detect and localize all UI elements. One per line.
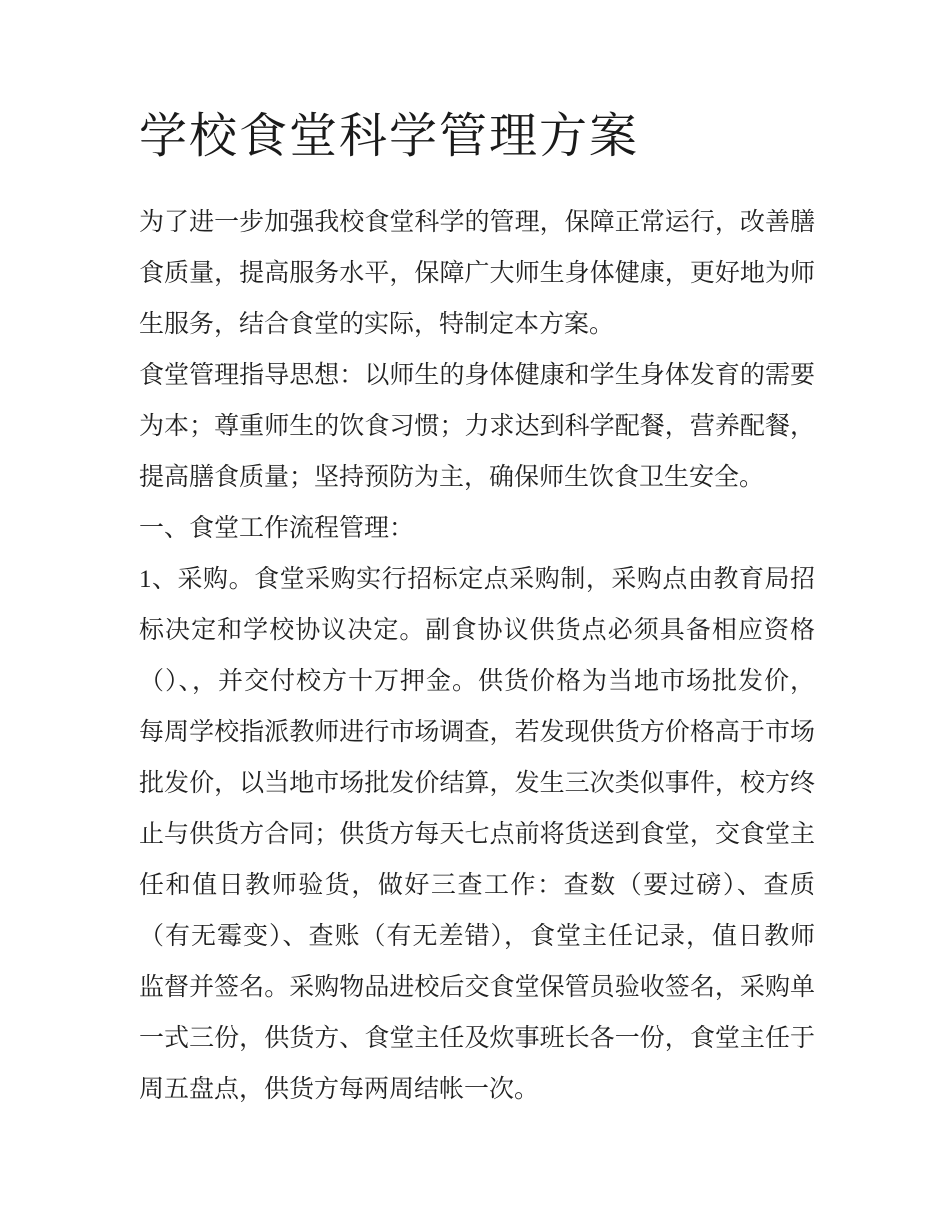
- text-line: 周五盘点，供货方每两周结帐一次。: [139, 1076, 540, 1103]
- text-line: 1、采购。食堂采购实行招标定点采购制，采购点由教育局招: [139, 566, 815, 593]
- document-body: [139, 197, 815, 1115]
- text-line: 为了进一步加强我校食堂科学的管理，保障正常运行，改善膳: [139, 209, 815, 236]
- text-line: 食堂管理指导思想：以师生的身体健康和学生身体发育的需要: [139, 362, 815, 389]
- text-line: 每周学校指派教师进行市场调查，若发现供货方价格高于市场: [139, 719, 815, 746]
- paragraph-guiding-principles: [139, 350, 815, 503]
- text-line: （）、，并交付校方十万押金。供货价格为当地市场批发价，: [139, 668, 815, 695]
- text-line: 一、食堂工作流程管理：: [139, 515, 415, 542]
- paragraph-section-heading: [139, 503, 815, 554]
- text-line: （有无霉变）、查账（有无差错），食堂主任记录，值日教师: [139, 923, 815, 950]
- paragraph-intro: [139, 197, 815, 350]
- text-line: 生服务，结合食堂的实际，特制定本方案。: [139, 311, 615, 338]
- text-line: 任和值日教师验货，做好三查工作：查数（要过磅）、查质: [139, 872, 815, 899]
- text-line: 一式三份，供货方、食堂主任及炊事班长各一份，食堂主任于: [139, 1025, 815, 1052]
- paragraph-procurement: [139, 554, 815, 1115]
- text-line: 提高膳食质量；坚持预防为主，确保师生饮食卫生安全。: [139, 464, 765, 491]
- text-line: 监督并签名。采购物品进校后交食堂保管员验收签名，采购单: [139, 974, 815, 1001]
- text-line: 标决定和学校协议决定。副食协议供货点必须具备相应资格: [139, 617, 815, 644]
- text-line: 止与供货方合同；供货方每天七点前将货送到食堂，交食堂主: [139, 821, 815, 848]
- text-line: 批发价，以当地市场批发价结算，发生三次类似事件，校方终: [139, 770, 815, 797]
- text-line: 食质量，提高服务水平，保障广大师生身体健康，更好地为师: [139, 260, 815, 287]
- text-line: 为本；尊重师生的饮食习惯；力求达到科学配餐，营养配餐，: [139, 413, 815, 440]
- document-title: 学校食堂科学管理方案: [139, 110, 640, 163]
